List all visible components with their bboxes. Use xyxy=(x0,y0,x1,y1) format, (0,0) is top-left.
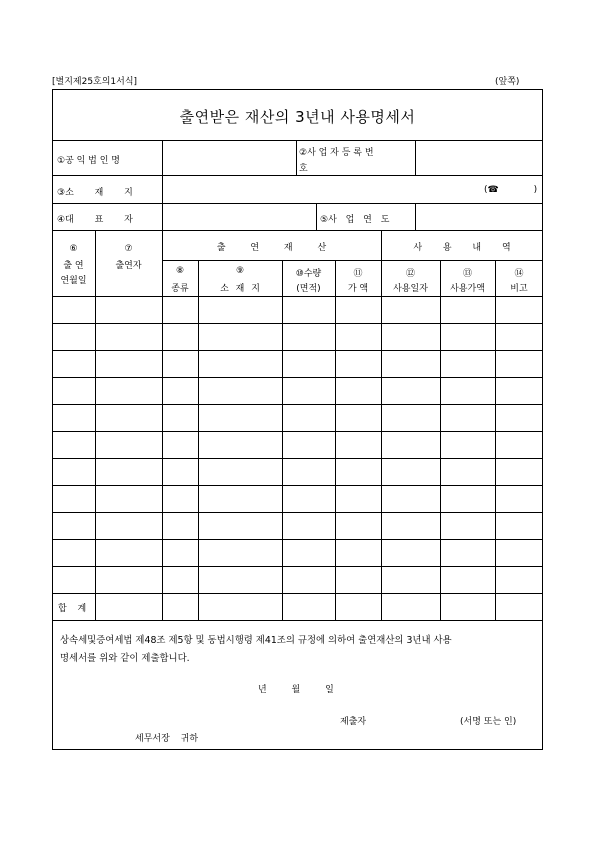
label-address: ③소 재 지 xyxy=(57,188,133,198)
form-number: [별지제25호의1서식] xyxy=(52,77,138,87)
group-usage-details: 사 용 내 역 xyxy=(413,243,511,253)
statement-line2: 명세서를 위와 같이 제출합니다. xyxy=(60,653,190,664)
label-fiscal-year: ⑤사 업 연 도 xyxy=(320,215,390,225)
rule xyxy=(198,260,199,620)
rule xyxy=(52,593,543,594)
group-donated-assets: 출 연 재 산 xyxy=(216,243,327,253)
col6-number: ⑥ xyxy=(69,244,78,254)
rule xyxy=(415,140,416,175)
statement-line1: 상속세및증여세법 제48조 제5항 및 동법시행령 제41조의 규정에 의하여 출연재산의 3년내 사용 xyxy=(60,635,452,646)
rule xyxy=(52,458,543,459)
rule xyxy=(52,485,543,486)
rule xyxy=(335,260,336,620)
rule xyxy=(52,620,543,621)
col7-label: 출연자 xyxy=(115,261,142,271)
label-institution-name: ①공 익 법 인 명 xyxy=(57,156,120,166)
rule xyxy=(52,566,543,567)
rule xyxy=(52,175,543,176)
rule xyxy=(495,260,496,620)
col6-label-line2: 연월일 xyxy=(60,276,87,286)
col11-number: ⑪ xyxy=(353,269,363,279)
rule xyxy=(52,539,543,540)
label-phone: (☎ ) xyxy=(484,185,538,195)
rule xyxy=(52,404,543,405)
col9-label: 소 재 지 xyxy=(220,284,260,294)
rule xyxy=(316,203,317,230)
rule xyxy=(415,203,416,230)
date-line: 년 월 일 xyxy=(258,685,334,695)
rule xyxy=(52,296,543,297)
col13-number: ⑬ xyxy=(462,269,472,279)
col11-label: 가 액 xyxy=(347,284,369,294)
rule xyxy=(52,512,543,513)
col8-number: ⑧ xyxy=(175,266,185,276)
rule xyxy=(296,140,297,175)
rule xyxy=(52,203,543,204)
label-representative: ④대 표 자 xyxy=(57,215,133,225)
rule xyxy=(52,377,543,378)
rule xyxy=(162,140,163,230)
rule xyxy=(162,260,543,261)
submitter-label: 제출자 xyxy=(340,717,367,727)
col13-label: 사용가액 xyxy=(450,284,485,294)
label-business-number-line1: ②사 업 자 등 록 번 xyxy=(299,148,374,158)
col10-label: (면적) xyxy=(296,284,321,294)
rule xyxy=(440,260,441,620)
label-business-number-line2: 호 xyxy=(299,164,308,174)
rule xyxy=(52,431,543,432)
col14-number: ⑭ xyxy=(514,269,524,279)
addressee: 세무서장 귀하 xyxy=(135,734,199,744)
col14-label: 비고 xyxy=(510,284,528,294)
signature-label: (서명 또는 인) xyxy=(460,717,517,727)
col6-label-line1: 출 연 xyxy=(63,261,84,271)
rule xyxy=(95,230,96,620)
col9-number: ⑨ xyxy=(235,266,245,276)
total-label: 합 계 xyxy=(58,604,87,614)
page-side-label: (앞쪽) xyxy=(495,77,520,87)
col12-number: ⑫ xyxy=(405,269,415,279)
col7-number: ⑦ xyxy=(124,244,133,254)
rule xyxy=(52,140,543,141)
col12-label: 사용일자 xyxy=(393,284,428,294)
rule xyxy=(52,230,543,231)
rule xyxy=(52,323,543,324)
rule xyxy=(52,350,543,351)
col8-label: 종류 xyxy=(171,284,189,294)
col10-number: ⑩수량 xyxy=(295,269,322,279)
form-title: 출연받은 재산의 3년내 사용명세서 xyxy=(179,108,416,126)
rule xyxy=(282,260,283,620)
